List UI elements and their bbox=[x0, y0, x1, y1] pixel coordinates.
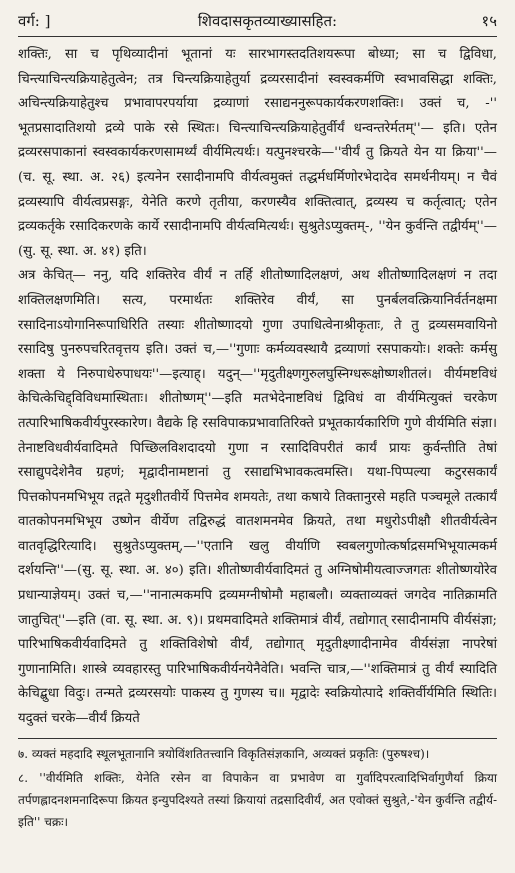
paragraph: शक्तिः, सा च पृथिव्यादीनां भूतानां यः सारभागस्तदतिशयरूपा बोध्या; सा च द्विविधा, चिन्त्याचिन्त्यक्रियाहेतुत्वेन; तत्र चिन्त्यक्रियाहेतुर्या द्रव्यरसादीनां स्वस्वकर्मणि स्वभावसिद्धा शक्तिः, अचिन्त्यक्रियाहेतुश्च प्रभावापरपर्याया द्रव्याणां रसाद्यननुरूपकार्यकरणशक्तिः। उक्तं च, -'' भूतप्रसादातिशयो द्रव्ये पाके रसे स्थितः। चिन्त्याचिन्त्यक्रियाहेतुर्वीर्यं धन्वन्तरेर्मतम्''— इति। एतेन द्रव्यरसपाकानां स्वस्वकार्यकरणसामर्थ्यं वीर्यमित्यर्थः। यत्पुनश्चरके—''वीर्यं तु क्रियते येन या क्रिया''—(च. सू. स्था. अ. २६) इत्यनेन रसादीनामपि वीर्यत्वमुक्तं तद्धर्मधर्मिणोरभेदादेव समर्थनीयम्। न चैवं द्रव्यस्यापि वीर्यत्वप्रसङ्गः, येनेति करणे तृतीया, करणस्यैव शक्तित्वात्, द्रव्यस्य च कर्तृत्वात्; एतेन द्रव्यकर्तृके रसादिकरणके कार्ये रसादीनामपि वीर्यत्वमित्यर्थः। सुश्रुतेऽप्युक्तम्-, ''येन कुर्वन्ति तद्वीर्यम्''—(सु. सू. स्था. अ. ४१) इति। bbox=[18, 47, 497, 259]
commentary-body bbox=[18, 43, 497, 732]
page-number: १५ bbox=[481, 12, 497, 30]
header-section-label: वर्ग: ] bbox=[18, 12, 51, 30]
footnote: ८. ''वीर्यमिति शक्तिः, येनेति रसेन वा विपाकेन वा प्रभावेण वा गुर्वादिपरत्वादिभिर्वागुणैर्या क्रिया तर्पणह्लादनशमनादिरूपा क्रियत इन्युपदिश्यते तस्यां क्रियायां तद्रसादिवीर्यं, अत एवोक्तं सुश्रुते,-'येन कुर्वन्ति तद्वीर्य-इति'' चक्रः। bbox=[18, 770, 497, 829]
footnote-divider bbox=[18, 738, 497, 739]
running-header bbox=[18, 10, 497, 37]
paragraph: अत्र केचित्— ननु, यदि शक्तिरेव वीर्यं न तर्हि शीतोष्णादिलक्षणं, अथ शीतोष्णादिलक्षणं न तदा शक्तिलक्षणमिति। सत्य, परमार्थतः शक्तिरेव वीर्यं, सा पुनर्बलवत्क्रियानिर्वर्तनक्षमा रसादिनाऽयोगानिरूपाधिरिति तस्याः शीतोष्णादयो गुणा उपाधित्वेनाश्रीकृताः, ते तु द्रव्यसमवायिनो रसादिषु पुनरुपचरितवृत्तय इति। उक्तं च,—''गुणाः कर्मव्यवस्थायै द्रव्याणां रसपाकयोः। शक्तेः कर्मसु शक्ता ये निरुपाधेरुपाधयः''—इत्याह्। यदुन्—''मृदुतीक्ष्णगुरुलघुस्निग्धरूक्षोष्णशीतलं। वीर्यमष्टविधं केचित्केचिद्द्विविधमास्थिताः। शीतोष्णम्''—इति मतभेदेनाष्टविधं द्विविधं वा वीर्यमित्युक्तं चरकेण तत्पारिभाषिकवीर्यपुरस्कारेण। वैद्यके हि रसविपाकप्रभावातिरिक्ते प्रभूतकार्यकारिणि गुणे वीर्यमिति संज्ञा। तेनाष्टविधवीर्यवादिमते पिच्छिलविशदादयो गुणा न रसादिविपरीतं कार्यं प्रायः कुर्वन्तीति तेषां रसाद्युपदेशेनैव ग्रहणं; मृद्वादीनामष्टानां तु रसाद्यभिभावकत्वमस्ति। यथा-पिप्पल्या कटुरसकार्यं पित्तकोपनमभिभूय तद्गते मृदुशीतवीर्ये पित्तमेव शमयतेः, तथा कषाये तिक्तानुरसे महति पञ्चमूले तत्कार्यं वातकोपनमभिभूय उष्णेन वीर्येण तद्विरुद्धं वातशमनमेव क्रियते, तथा मधुरोऽपीक्षौ शीतवीर्यत्वेन वातवृद्धिरित्यादि। सुश्रुतेऽप्युक्तम्,—''एतानि खलु वीर्याणि स्वबलगुणोत्कर्षाद्रसमभिभूयात्मकर्म दर्शयन्ति''—(सु. सू. स्था. अ. ४०) इति। शीतोष्णवीर्यवादिमतं तु अग्निषोमीयत्वाज्जगतः शीतोष्णयोरेव प्रधान्याज्ञेयम्। उक्तं च,—''नानात्मकमपि द्रव्यमग्नीषोमौ महाबलौ। व्यक्ताव्यक्तं जगदेव नातिक्रामति जातुचित्''—इति (वा. सू. स्था. अ. ९)। प्रथमवादिमते शक्तिमात्रं वीर्यं, तद्योगात् रसादीनामपि वीर्यसंज्ञा; पारिभाषिकवीर्यवादिमते तु शक्तिविशेषो वीर्यं, तद्योगात् मृदुतीक्ष्णादीनामेव वीर्यसंज्ञा नापरेषां गुणानामिति। शास्त्रे व्यवहारस्तु पारिभाषिकवीर्यनयेनैवेति। भवन्ति चात्र,—''शक्तिमात्रं तु वीर्यं स्यादिति केचिद्बुधा विदुः। तन्मते द्रव्यरसयोः पाकस्य तु गुणस्य च॥ मृद्वादेः स्वक्रियोत्पादे शक्तिर्वीर्यमिति स्थितिः। यदुक्तं चरके—वीर्यं क्रियते bbox=[18, 268, 497, 727]
header-title: शिवदासकृतव्याख्यासहित: bbox=[197, 12, 338, 30]
footnote: ७. व्यक्तं महदादि स्थूलभूतानानि त्रयोविंशतितत्त्वानि विकृतिसंज्ञकानि, अव्यक्तं प्रकृतिः (पुरुषश्च)। bbox=[18, 746, 430, 761]
footnotes bbox=[18, 743, 497, 833]
